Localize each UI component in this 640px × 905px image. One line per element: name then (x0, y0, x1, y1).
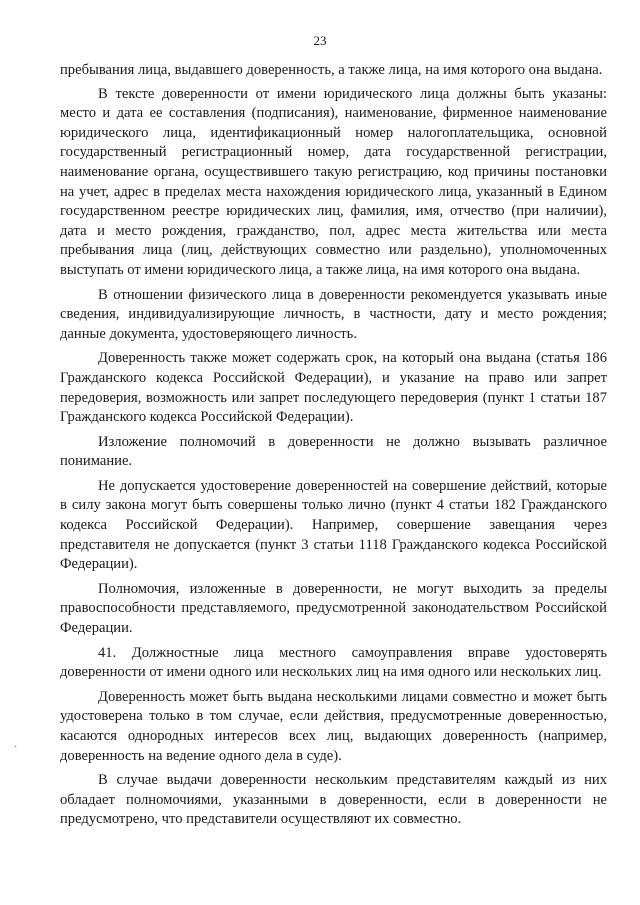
paragraph: пребывания лица, выдавшего доверенность, а также лица, на имя которого она выдана. (60, 62, 603, 78)
paragraph: 41. Должностные лица местного самоуправления вправе удостоверять доверенности от имени одного или нескольких лиц на имя одного или нескольких лиц. (60, 644, 607, 681)
paragraph: Доверенность также может содержать срок, на который она выдана (статья 186 Гражданского кодекса Российской Федерации), и указание на право или запрет передоверия, возможность или запрет последующего передоверия (пункт 1 статьи 187 Гражданского кодекса Российской Федерации). (60, 350, 607, 426)
paragraph: Доверенность может быть выдана несколькими лицами совместно и может быть удостоверена только в том случае, если действия, предусмотренные доверенностью, касаются однородных интересов всех лиц, выдающих доверенность (например, доверенность на ведение одного дела в суде). (60, 688, 607, 764)
paragraph: В тексте доверенности от имени юридического лица должны быть указаны: место и дата ее составления (подписания), наименование, фирменное наименование юридического лица, идентификационный номер налогоплательщика, основной государственный регистрационный номер, дата государственной регистрации, наименование органа, осуществившего такую регистрацию, код причины постановки на учет, адрес в пределах места нахождения юридического лица, указанный в Едином государственном реестре юридических лиц, фамилия, имя, отчество (при наличии), дата и место рождения, гражданство, пол, адрес места жительства или места пребывания лица (лиц, действующих совместно или раздельно), уполномоченных выступать от имени юридического лица, а также лица, на имя которого она выдана. (60, 85, 607, 278)
paragraph: Полномочия, изложенные в доверенности, не могут выходить за пределы правоспособности представляемого, предусмотренной законодательством Российской Федерации. (60, 580, 607, 637)
paragraph: В случае выдачи доверенности нескольким представителям каждый из них обладает полномочиями, указанными в доверенности, если в доверенности не предусмотрено, что представители осуществляют их совместно. (60, 772, 607, 828)
page-number: 23 (313, 33, 327, 48)
paragraph: Не допускается удостоверение доверенностей на совершение действий, которые в силу закона могут быть совершены только лично (пункт 4 статьи 182 Гражданского кодекса Российской Федерации). Например, совершение завещания через представителя не допускается (пункт 3 статьи 1118 Гражданского кодекса Российской Федерации). (60, 477, 607, 573)
scan-edge-mark: · (14, 742, 18, 753)
document-body (60, 61, 607, 835)
paragraph: В отношении физического лица в доверенности рекомендуется указывать иные сведения, индивидуализирующие личность, в частности, дату и место рождения; данные документа, удостоверяющего личность. (60, 286, 607, 342)
paragraph: Изложение полномочий в доверенности не должно вызывать различное понимание. (60, 433, 607, 470)
